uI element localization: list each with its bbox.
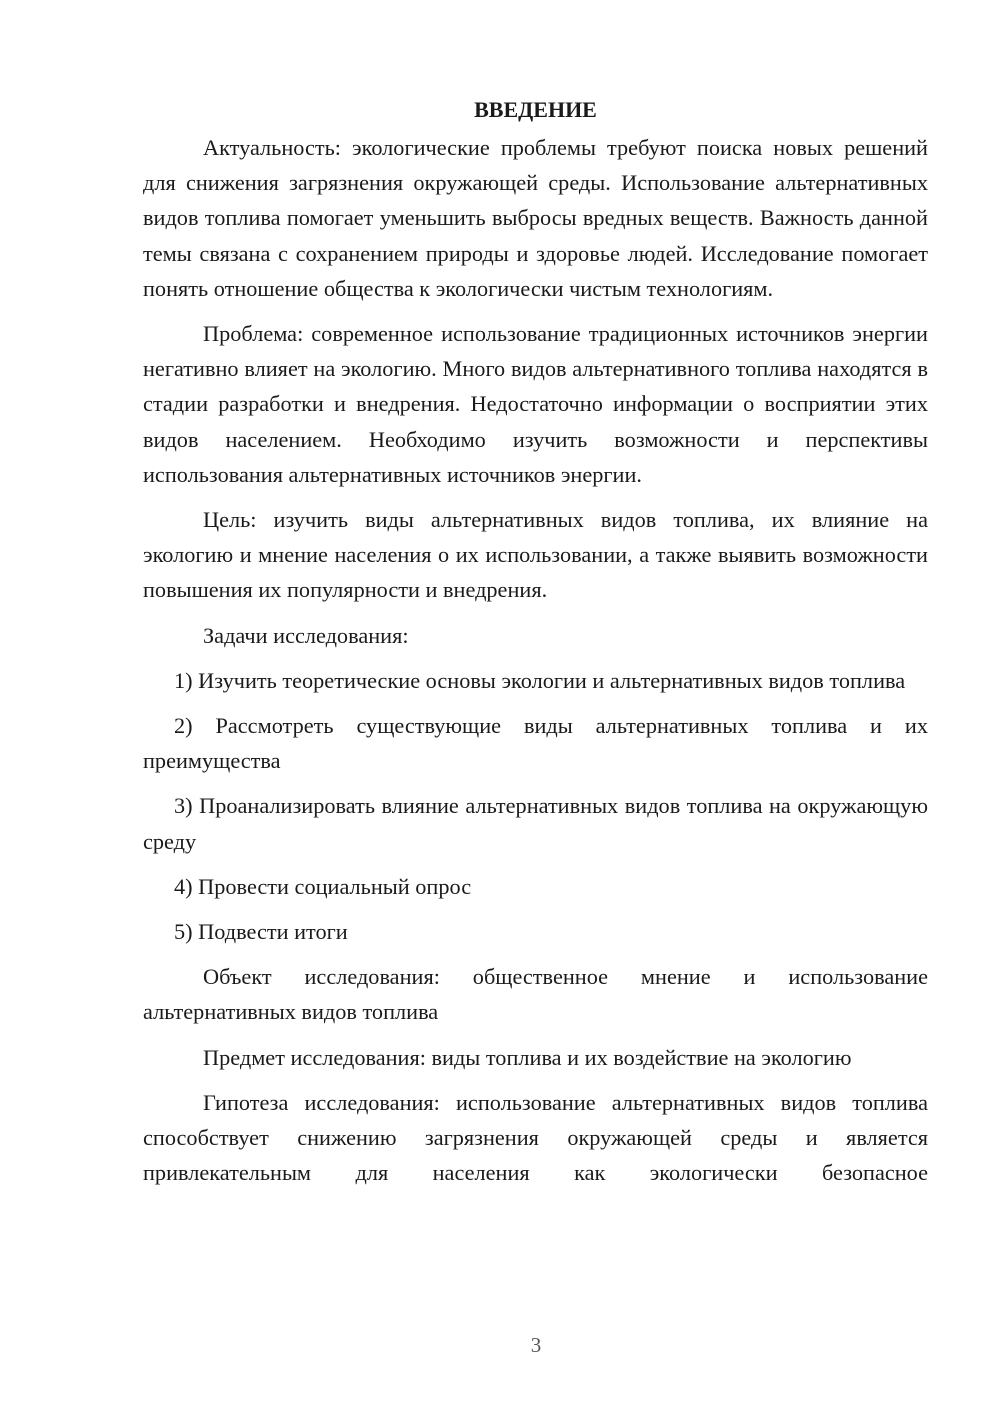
paragraph-goal: Цель: изучить виды альтернативных видов топлива, их влияние на экологию и мнение населения о их использовании, а также выявить возможности повышения их популярности и внедрения. <box>143 507 928 603</box>
section-title: ВВЕДЕНИЕ <box>474 97 597 122</box>
paragraph-hypothesis: Гипотеза исследования: использование альтернативных видов топлива способствует снижению загрязнения окружающей среды и является привлекательным для населения как экологически безопасное <box>143 1089 928 1186</box>
page-number: 3 <box>530 1333 542 1357</box>
paragraph-subject: Предмет исследования: виды топлива и их воздействие на экологию <box>203 1044 852 1070</box>
task-item-4: 4) Провести социальный опрос <box>174 873 472 899</box>
task-item-5: 5) Подвести итоги <box>174 919 348 945</box>
task-item-3: 3) Проанализировать влияние альтернативных видов топлива на окружающую среду <box>143 793 928 854</box>
document-page <box>143 92 928 1200</box>
paragraph-relevance: Актуальность: экологические проблемы требуют поиска новых решений для снижения загрязнения окружающей среды. Использование альтернативных видов топлива помогает уменьшить выбросы вредных веществ. Важность данной темы связана с сохранением природы и здоровье людей. Исследование помогает понять отношение общества к экологически чистым технологиям. <box>143 135 928 301</box>
paragraph-object: Объект исследования: общественное мнение и использование альтернативных видов топлива <box>143 964 928 1025</box>
paragraph-tasks-heading: Задачи исследования: <box>203 622 409 648</box>
task-item-2: 2) Рассмотреть существующие виды альтернативных топлива и их преимущества <box>143 713 928 774</box>
paragraph-problem: Проблема: современное использование традиционных источников энергии негативно влияет на экологию. Много видов альтернативного топлива находятся в стадии разработки и внедрения. Недостаточно информации о восприятии этих видов населением. Необходимо изучить возможности и перспективы использования альтернативных источников энергии. <box>143 321 928 487</box>
task-item-1: 1) Изучить теоретические основы экологии и альтернативных видов топлива <box>174 667 906 693</box>
